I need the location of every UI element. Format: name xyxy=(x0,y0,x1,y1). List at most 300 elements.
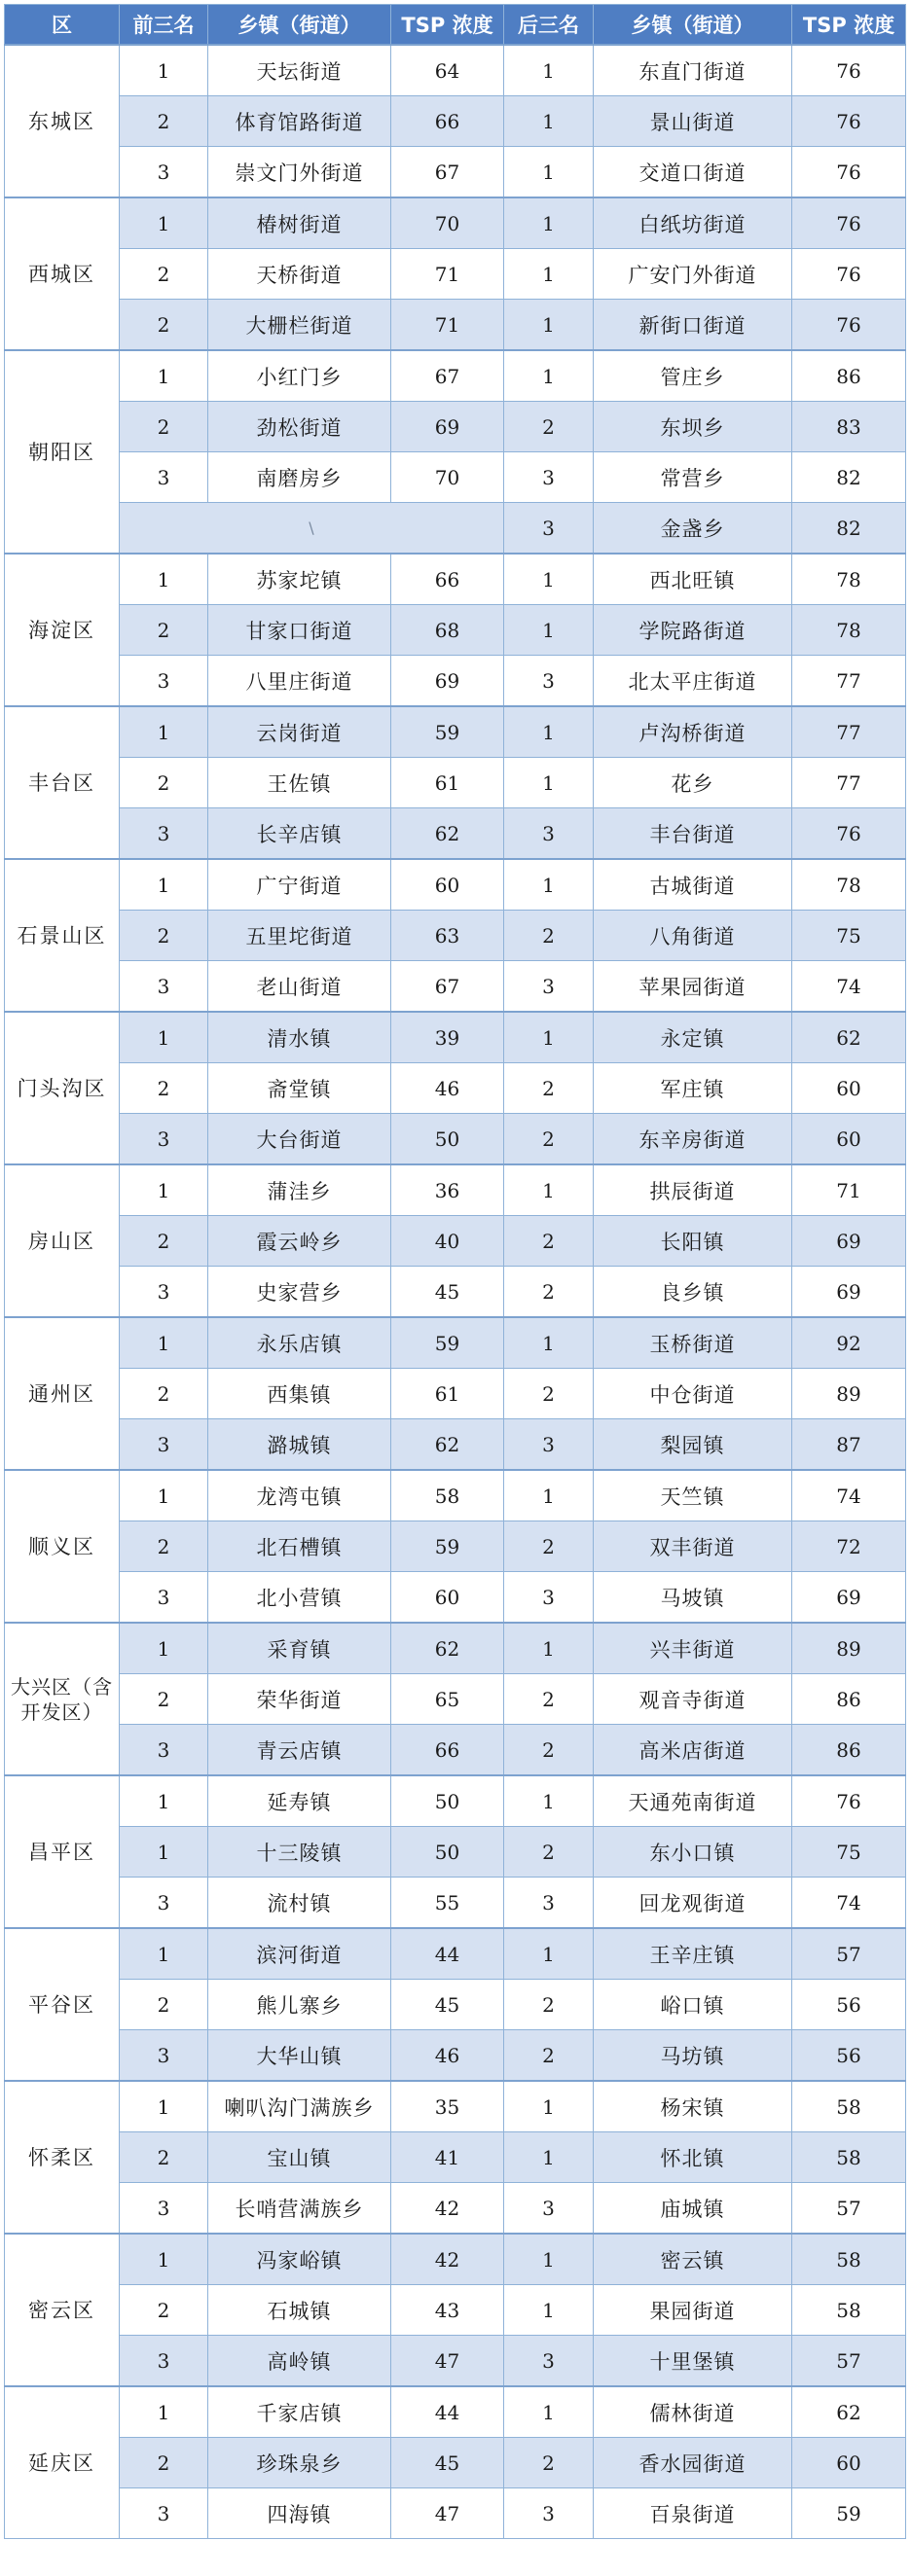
table-row xyxy=(5,1470,906,1521)
top3-rank-cell: 2 xyxy=(120,605,208,656)
bottom3-town-cell: 东坝乡 xyxy=(594,402,792,452)
top3-tsp-cell: 68 xyxy=(391,605,504,656)
bottom3-tsp-cell: 58 xyxy=(792,2132,906,2183)
bottom3-tsp-cell: 58 xyxy=(792,2081,906,2132)
table-row xyxy=(5,2234,906,2285)
top3-rank-cell: 1 xyxy=(120,1164,208,1216)
bottom3-tsp-cell: 86 xyxy=(792,350,906,402)
bottom3-rank-cell: 1 xyxy=(504,859,594,911)
bottom3-tsp-cell: 75 xyxy=(792,911,906,961)
top3-tsp-cell: 42 xyxy=(391,2234,504,2285)
bottom3-tsp-cell: 78 xyxy=(792,859,906,911)
bottom3-tsp-cell: 69 xyxy=(792,1572,906,1624)
top3-rank-cell: 2 xyxy=(120,911,208,961)
bottom3-town-cell: 天竺镇 xyxy=(594,1470,792,1521)
top3-tsp-cell: 45 xyxy=(391,2438,504,2488)
top3-town-cell: 高岭镇 xyxy=(208,2336,391,2387)
bottom3-town-cell: 杨宋镇 xyxy=(594,2081,792,2132)
top3-town-cell: 滨河街道 xyxy=(208,1928,391,1980)
bottom3-rank-cell: 2 xyxy=(504,1114,594,1165)
top3-town-cell: 崇文门外街道 xyxy=(208,147,391,198)
header-row xyxy=(5,5,906,46)
top3-town-cell: 四海镇 xyxy=(208,2488,391,2539)
table-row xyxy=(5,1164,906,1216)
bottom3-rank-cell: 1 xyxy=(504,554,594,605)
bottom3-town-cell: 长阳镇 xyxy=(594,1216,792,1267)
table-row xyxy=(5,503,906,555)
top3-tsp-cell: 45 xyxy=(391,1267,504,1318)
bottom3-town-cell: 军庄镇 xyxy=(594,1063,792,1114)
bottom3-town-cell: 密云镇 xyxy=(594,2234,792,2285)
top3-tsp-cell: 36 xyxy=(391,1164,504,1216)
bottom3-rank-cell: 2 xyxy=(504,1521,594,1572)
bottom3-town-cell: 百泉街道 xyxy=(594,2488,792,2539)
top3-tsp-cell: 62 xyxy=(391,1419,504,1471)
empty-placeholder-cell: \ xyxy=(120,503,504,555)
bottom3-rank-cell: 1 xyxy=(504,147,594,198)
top3-town-cell: 长辛店镇 xyxy=(208,808,391,860)
bottom3-tsp-cell: 82 xyxy=(792,452,906,503)
bottom3-tsp-cell: 92 xyxy=(792,1317,906,1369)
bottom3-rank-cell: 1 xyxy=(504,300,594,351)
bottom3-rank-cell: 1 xyxy=(504,1164,594,1216)
bottom3-tsp-cell: 87 xyxy=(792,1419,906,1471)
bottom3-town-cell: 良乡镇 xyxy=(594,1267,792,1318)
top3-tsp-cell: 70 xyxy=(391,452,504,503)
top3-tsp-cell: 62 xyxy=(391,808,504,860)
bottom3-town-cell: 金盏乡 xyxy=(594,503,792,555)
top3-tsp-cell: 66 xyxy=(391,96,504,147)
bottom3-rank-cell: 1 xyxy=(504,249,594,300)
bottom3-tsp-cell: 76 xyxy=(792,96,906,147)
top3-rank-cell: 3 xyxy=(120,1878,208,1929)
bottom3-rank-cell: 2 xyxy=(504,1267,594,1318)
district-cell: 顺义区 xyxy=(5,1470,120,1623)
top3-town-cell: 老山街道 xyxy=(208,961,391,1013)
top3-tsp-cell: 67 xyxy=(391,350,504,402)
top3-town-cell: 石城镇 xyxy=(208,2285,391,2336)
bottom3-tsp-cell: 77 xyxy=(792,656,906,707)
top3-town-cell: 霞云岭乡 xyxy=(208,1216,391,1267)
top3-town-cell: 十三陵镇 xyxy=(208,1827,391,1878)
header-top3-town: 乡镇（街道） xyxy=(208,5,391,46)
bottom3-town-cell: 玉桥街道 xyxy=(594,1317,792,1369)
bottom3-town-cell: 交道口街道 xyxy=(594,147,792,198)
header-top3-tsp: TSP 浓度 xyxy=(391,5,504,46)
table-row xyxy=(5,2285,906,2336)
top3-tsp-cell: 39 xyxy=(391,1012,504,1063)
header-district: 区 xyxy=(5,5,120,46)
top3-tsp-cell: 69 xyxy=(391,402,504,452)
top3-town-cell: 体育馆路街道 xyxy=(208,96,391,147)
top3-rank-cell: 3 xyxy=(120,147,208,198)
bottom3-rank-cell: 1 xyxy=(504,605,594,656)
district-cell: 东城区 xyxy=(5,45,120,197)
district-cell: 延庆区 xyxy=(5,2386,120,2539)
table-row xyxy=(5,452,906,503)
bottom3-rank-cell: 1 xyxy=(504,1012,594,1063)
bottom3-tsp-cell: 76 xyxy=(792,1775,906,1827)
top3-rank-cell: 2 xyxy=(120,2285,208,2336)
bottom3-tsp-cell: 58 xyxy=(792,2285,906,2336)
top3-rank-cell: 1 xyxy=(120,1928,208,1980)
table-row xyxy=(5,1521,906,1572)
table-row xyxy=(5,1928,906,1980)
bottom3-tsp-cell: 57 xyxy=(792,2183,906,2235)
bottom3-tsp-cell: 83 xyxy=(792,402,906,452)
bottom3-rank-cell: 3 xyxy=(504,2488,594,2539)
top3-town-cell: 流村镇 xyxy=(208,1878,391,1929)
bottom3-tsp-cell: 56 xyxy=(792,2030,906,2082)
table-row xyxy=(5,1012,906,1063)
top3-tsp-cell: 59 xyxy=(391,706,504,758)
bottom3-rank-cell: 1 xyxy=(504,2081,594,2132)
top3-rank-cell: 1 xyxy=(120,197,208,249)
top3-town-cell: 蒲洼乡 xyxy=(208,1164,391,1216)
top3-tsp-cell: 46 xyxy=(391,1063,504,1114)
top3-tsp-cell: 43 xyxy=(391,2285,504,2336)
table-row xyxy=(5,300,906,351)
bottom3-town-cell: 花乡 xyxy=(594,758,792,808)
table-row xyxy=(5,1827,906,1878)
table-row xyxy=(5,554,906,605)
top3-town-cell: 史家营乡 xyxy=(208,1267,391,1318)
bottom3-town-cell: 广安门外街道 xyxy=(594,249,792,300)
bottom3-tsp-cell: 60 xyxy=(792,1114,906,1165)
top3-town-cell: 南磨房乡 xyxy=(208,452,391,503)
top3-rank-cell: 2 xyxy=(120,758,208,808)
bottom3-tsp-cell: 74 xyxy=(792,1878,906,1929)
bottom3-town-cell: 天通苑南街道 xyxy=(594,1775,792,1827)
top3-tsp-cell: 63 xyxy=(391,911,504,961)
bottom3-tsp-cell: 76 xyxy=(792,147,906,198)
bottom3-rank-cell: 3 xyxy=(504,1419,594,1471)
bottom3-rank-cell: 1 xyxy=(504,2234,594,2285)
table-row xyxy=(5,45,906,96)
bottom3-rank-cell: 2 xyxy=(504,911,594,961)
top3-tsp-cell: 46 xyxy=(391,2030,504,2082)
top3-town-cell: 清水镇 xyxy=(208,1012,391,1063)
table-row xyxy=(5,605,906,656)
top3-rank-cell: 1 xyxy=(120,1623,208,1674)
bottom3-rank-cell: 2 xyxy=(504,2438,594,2488)
top3-tsp-cell: 59 xyxy=(391,1521,504,1572)
top3-tsp-cell: 50 xyxy=(391,1775,504,1827)
top3-rank-cell: 1 xyxy=(120,554,208,605)
table-row xyxy=(5,911,906,961)
bottom3-rank-cell: 2 xyxy=(504,402,594,452)
table-row xyxy=(5,859,906,911)
top3-town-cell: 劲松街道 xyxy=(208,402,391,452)
bottom3-tsp-cell: 82 xyxy=(792,503,906,555)
bottom3-town-cell: 庙城镇 xyxy=(594,2183,792,2235)
top3-rank-cell: 2 xyxy=(120,1369,208,1419)
bottom3-town-cell: 景山街道 xyxy=(594,96,792,147)
top3-rank-cell: 2 xyxy=(120,1216,208,1267)
bottom3-town-cell: 双丰街道 xyxy=(594,1521,792,1572)
top3-rank-cell: 3 xyxy=(120,1419,208,1471)
top3-town-cell: 熊儿寨乡 xyxy=(208,1980,391,2030)
top3-town-cell: 永乐店镇 xyxy=(208,1317,391,1369)
bottom3-town-cell: 卢沟桥街道 xyxy=(594,706,792,758)
top3-town-cell: 龙湾屯镇 xyxy=(208,1470,391,1521)
bottom3-tsp-cell: 77 xyxy=(792,706,906,758)
top3-town-cell: 斋堂镇 xyxy=(208,1063,391,1114)
bottom3-rank-cell: 1 xyxy=(504,706,594,758)
bottom3-town-cell: 北太平庄街道 xyxy=(594,656,792,707)
top3-tsp-cell: 64 xyxy=(391,45,504,96)
top3-town-cell: 北石槽镇 xyxy=(208,1521,391,1572)
table-body xyxy=(5,45,906,2539)
bottom3-town-cell: 兴丰街道 xyxy=(594,1623,792,1674)
bottom3-tsp-cell: 58 xyxy=(792,2234,906,2285)
top3-town-cell: 八里庄街道 xyxy=(208,656,391,707)
bottom3-rank-cell: 2 xyxy=(504,1674,594,1725)
bottom3-tsp-cell: 60 xyxy=(792,2438,906,2488)
table-row xyxy=(5,197,906,249)
top3-rank-cell: 1 xyxy=(120,1012,208,1063)
top3-rank-cell: 1 xyxy=(120,45,208,96)
top3-rank-cell: 3 xyxy=(120,656,208,707)
top3-rank-cell: 3 xyxy=(120,452,208,503)
top3-rank-cell: 3 xyxy=(120,2336,208,2387)
top3-town-cell: 西集镇 xyxy=(208,1369,391,1419)
bottom3-rank-cell: 1 xyxy=(504,2132,594,2183)
top3-town-cell: 冯家峪镇 xyxy=(208,2234,391,2285)
top3-rank-cell: 3 xyxy=(120,1725,208,1776)
top3-rank-cell: 3 xyxy=(120,961,208,1013)
top3-town-cell: 长哨营满族乡 xyxy=(208,2183,391,2235)
district-cell: 大兴区（含开发区） xyxy=(5,1623,120,1775)
bottom3-town-cell: 丰台街道 xyxy=(594,808,792,860)
table-row xyxy=(5,1725,906,1776)
top3-town-cell: 五里坨街道 xyxy=(208,911,391,961)
top3-tsp-cell: 61 xyxy=(391,758,504,808)
table-row xyxy=(5,2336,906,2387)
bottom3-rank-cell: 3 xyxy=(504,656,594,707)
top3-rank-cell: 3 xyxy=(120,2488,208,2539)
top3-tsp-cell: 65 xyxy=(391,1674,504,1725)
top3-rank-cell: 2 xyxy=(120,1980,208,2030)
table-row xyxy=(5,96,906,147)
bottom3-rank-cell: 1 xyxy=(504,1317,594,1369)
district-cell: 怀柔区 xyxy=(5,2081,120,2234)
top3-tsp-cell: 61 xyxy=(391,1369,504,1419)
bottom3-tsp-cell: 76 xyxy=(792,197,906,249)
top3-rank-cell: 1 xyxy=(120,2386,208,2438)
top3-tsp-cell: 66 xyxy=(391,1725,504,1776)
top3-tsp-cell: 67 xyxy=(391,961,504,1013)
table-row xyxy=(5,1419,906,1471)
bottom3-town-cell: 儒林街道 xyxy=(594,2386,792,2438)
top3-rank-cell: 1 xyxy=(120,1775,208,1827)
table-row xyxy=(5,1980,906,2030)
bottom3-tsp-cell: 72 xyxy=(792,1521,906,1572)
table-row xyxy=(5,1572,906,1624)
bottom3-tsp-cell: 86 xyxy=(792,1674,906,1725)
top3-tsp-cell: 50 xyxy=(391,1827,504,1878)
bottom3-rank-cell: 2 xyxy=(504,1827,594,1878)
top3-town-cell: 荣华街道 xyxy=(208,1674,391,1725)
top3-rank-cell: 1 xyxy=(120,706,208,758)
top3-tsp-cell: 40 xyxy=(391,1216,504,1267)
bottom3-rank-cell: 2 xyxy=(504,1980,594,2030)
table-row xyxy=(5,2386,906,2438)
district-cell: 昌平区 xyxy=(5,1775,120,1928)
table-row xyxy=(5,1114,906,1165)
bottom3-rank-cell: 1 xyxy=(504,1470,594,1521)
bottom3-tsp-cell: 78 xyxy=(792,605,906,656)
bottom3-tsp-cell: 57 xyxy=(792,2336,906,2387)
bottom3-town-cell: 果园街道 xyxy=(594,2285,792,2336)
top3-tsp-cell: 66 xyxy=(391,554,504,605)
top3-rank-cell: 1 xyxy=(120,1827,208,1878)
top3-rank-cell: 2 xyxy=(120,2438,208,2488)
table-row xyxy=(5,147,906,198)
bottom3-rank-cell: 2 xyxy=(504,1725,594,1776)
bottom3-rank-cell: 1 xyxy=(504,758,594,808)
table-row xyxy=(5,2183,906,2235)
district-cell: 通州区 xyxy=(5,1317,120,1470)
top3-rank-cell: 1 xyxy=(120,1317,208,1369)
bottom3-tsp-cell: 74 xyxy=(792,961,906,1013)
top3-tsp-cell: 44 xyxy=(391,2386,504,2438)
bottom3-rank-cell: 3 xyxy=(504,961,594,1013)
bottom3-rank-cell: 2 xyxy=(504,2030,594,2082)
bottom3-rank-cell: 1 xyxy=(504,2285,594,2336)
top3-tsp-cell: 58 xyxy=(391,1470,504,1521)
top3-rank-cell: 1 xyxy=(120,1470,208,1521)
bottom3-town-cell: 怀北镇 xyxy=(594,2132,792,2183)
bottom3-rank-cell: 1 xyxy=(504,96,594,147)
bottom3-rank-cell: 3 xyxy=(504,1572,594,1624)
district-cell: 海淀区 xyxy=(5,554,120,706)
top3-town-cell: 天桥街道 xyxy=(208,249,391,300)
bottom3-tsp-cell: 71 xyxy=(792,1164,906,1216)
top3-rank-cell: 3 xyxy=(120,1114,208,1165)
bottom3-tsp-cell: 76 xyxy=(792,300,906,351)
top3-town-cell: 大台街道 xyxy=(208,1114,391,1165)
top3-tsp-cell: 47 xyxy=(391,2336,504,2387)
bottom3-town-cell: 管庄乡 xyxy=(594,350,792,402)
top3-tsp-cell: 71 xyxy=(391,300,504,351)
top3-rank-cell: 2 xyxy=(120,1521,208,1572)
bottom3-town-cell: 古城街道 xyxy=(594,859,792,911)
bottom3-tsp-cell: 76 xyxy=(792,808,906,860)
bottom3-town-cell: 东直门街道 xyxy=(594,45,792,96)
bottom3-rank-cell: 3 xyxy=(504,503,594,555)
bottom3-tsp-cell: 76 xyxy=(792,249,906,300)
top3-rank-cell: 2 xyxy=(120,249,208,300)
bottom3-tsp-cell: 59 xyxy=(792,2488,906,2539)
top3-rank-cell: 2 xyxy=(120,1063,208,1114)
table-row xyxy=(5,1775,906,1827)
top3-tsp-cell: 42 xyxy=(391,2183,504,2235)
bottom3-rank-cell: 1 xyxy=(504,350,594,402)
top3-town-cell: 云岗街道 xyxy=(208,706,391,758)
top3-rank-cell: 1 xyxy=(120,859,208,911)
bottom3-tsp-cell: 62 xyxy=(792,1012,906,1063)
table-row xyxy=(5,2081,906,2132)
top3-rank-cell: 1 xyxy=(120,2081,208,2132)
top3-tsp-cell: 35 xyxy=(391,2081,504,2132)
top3-tsp-cell: 71 xyxy=(391,249,504,300)
district-cell: 密云区 xyxy=(5,2234,120,2386)
top3-town-cell: 千家店镇 xyxy=(208,2386,391,2438)
bottom3-tsp-cell: 89 xyxy=(792,1369,906,1419)
bottom3-rank-cell: 1 xyxy=(504,1775,594,1827)
district-cell: 丰台区 xyxy=(5,706,120,859)
bottom3-tsp-cell: 62 xyxy=(792,2386,906,2438)
district-cell: 房山区 xyxy=(5,1164,120,1317)
bottom3-tsp-cell: 69 xyxy=(792,1267,906,1318)
bottom3-tsp-cell: 77 xyxy=(792,758,906,808)
bottom3-town-cell: 苹果园街道 xyxy=(594,961,792,1013)
table-row xyxy=(5,1317,906,1369)
table-row xyxy=(5,402,906,452)
bottom3-town-cell: 马坊镇 xyxy=(594,2030,792,2082)
top3-tsp-cell: 44 xyxy=(391,1928,504,1980)
top3-town-cell: 广宁街道 xyxy=(208,859,391,911)
table-row xyxy=(5,1674,906,1725)
top3-tsp-cell: 45 xyxy=(391,1980,504,2030)
bottom3-tsp-cell: 76 xyxy=(792,45,906,96)
top3-town-cell: 大栅栏街道 xyxy=(208,300,391,351)
bottom3-rank-cell: 3 xyxy=(504,452,594,503)
top3-town-cell: 青云店镇 xyxy=(208,1725,391,1776)
bottom3-town-cell: 新街口街道 xyxy=(594,300,792,351)
table-row xyxy=(5,706,906,758)
table-row xyxy=(5,1267,906,1318)
top3-town-cell: 宝山镇 xyxy=(208,2132,391,2183)
bottom3-town-cell: 马坡镇 xyxy=(594,1572,792,1624)
bottom3-tsp-cell: 60 xyxy=(792,1063,906,1114)
bottom3-rank-cell: 1 xyxy=(504,197,594,249)
tsp-ranking-table xyxy=(4,4,906,2539)
district-cell: 朝阳区 xyxy=(5,350,120,554)
top3-rank-cell: 3 xyxy=(120,1572,208,1624)
top3-town-cell: 天坛街道 xyxy=(208,45,391,96)
bottom3-town-cell: 东辛房街道 xyxy=(594,1114,792,1165)
bottom3-town-cell: 东小口镇 xyxy=(594,1827,792,1878)
bottom3-town-cell: 回龙观街道 xyxy=(594,1878,792,1929)
top3-rank-cell: 2 xyxy=(120,402,208,452)
table-row xyxy=(5,1878,906,1929)
header-bottom3-town: 乡镇（街道） xyxy=(594,5,792,46)
table-row xyxy=(5,758,906,808)
top3-tsp-cell: 60 xyxy=(391,859,504,911)
top3-tsp-cell: 69 xyxy=(391,656,504,707)
bottom3-tsp-cell: 57 xyxy=(792,1928,906,1980)
top3-rank-cell: 3 xyxy=(120,808,208,860)
bottom3-rank-cell: 1 xyxy=(504,45,594,96)
bottom3-town-cell: 永定镇 xyxy=(594,1012,792,1063)
top3-tsp-cell: 50 xyxy=(391,1114,504,1165)
bottom3-town-cell: 八角街道 xyxy=(594,911,792,961)
top3-rank-cell: 3 xyxy=(120,2030,208,2082)
table-row xyxy=(5,2132,906,2183)
table-row xyxy=(5,1369,906,1419)
bottom3-rank-cell: 1 xyxy=(504,1928,594,1980)
top3-town-cell: 王佐镇 xyxy=(208,758,391,808)
bottom3-town-cell: 十里堡镇 xyxy=(594,2336,792,2387)
table-row xyxy=(5,249,906,300)
bottom3-rank-cell: 3 xyxy=(504,1878,594,1929)
top3-tsp-cell: 70 xyxy=(391,197,504,249)
table-row xyxy=(5,2030,906,2082)
bottom3-rank-cell: 1 xyxy=(504,2386,594,2438)
table-row xyxy=(5,2438,906,2488)
